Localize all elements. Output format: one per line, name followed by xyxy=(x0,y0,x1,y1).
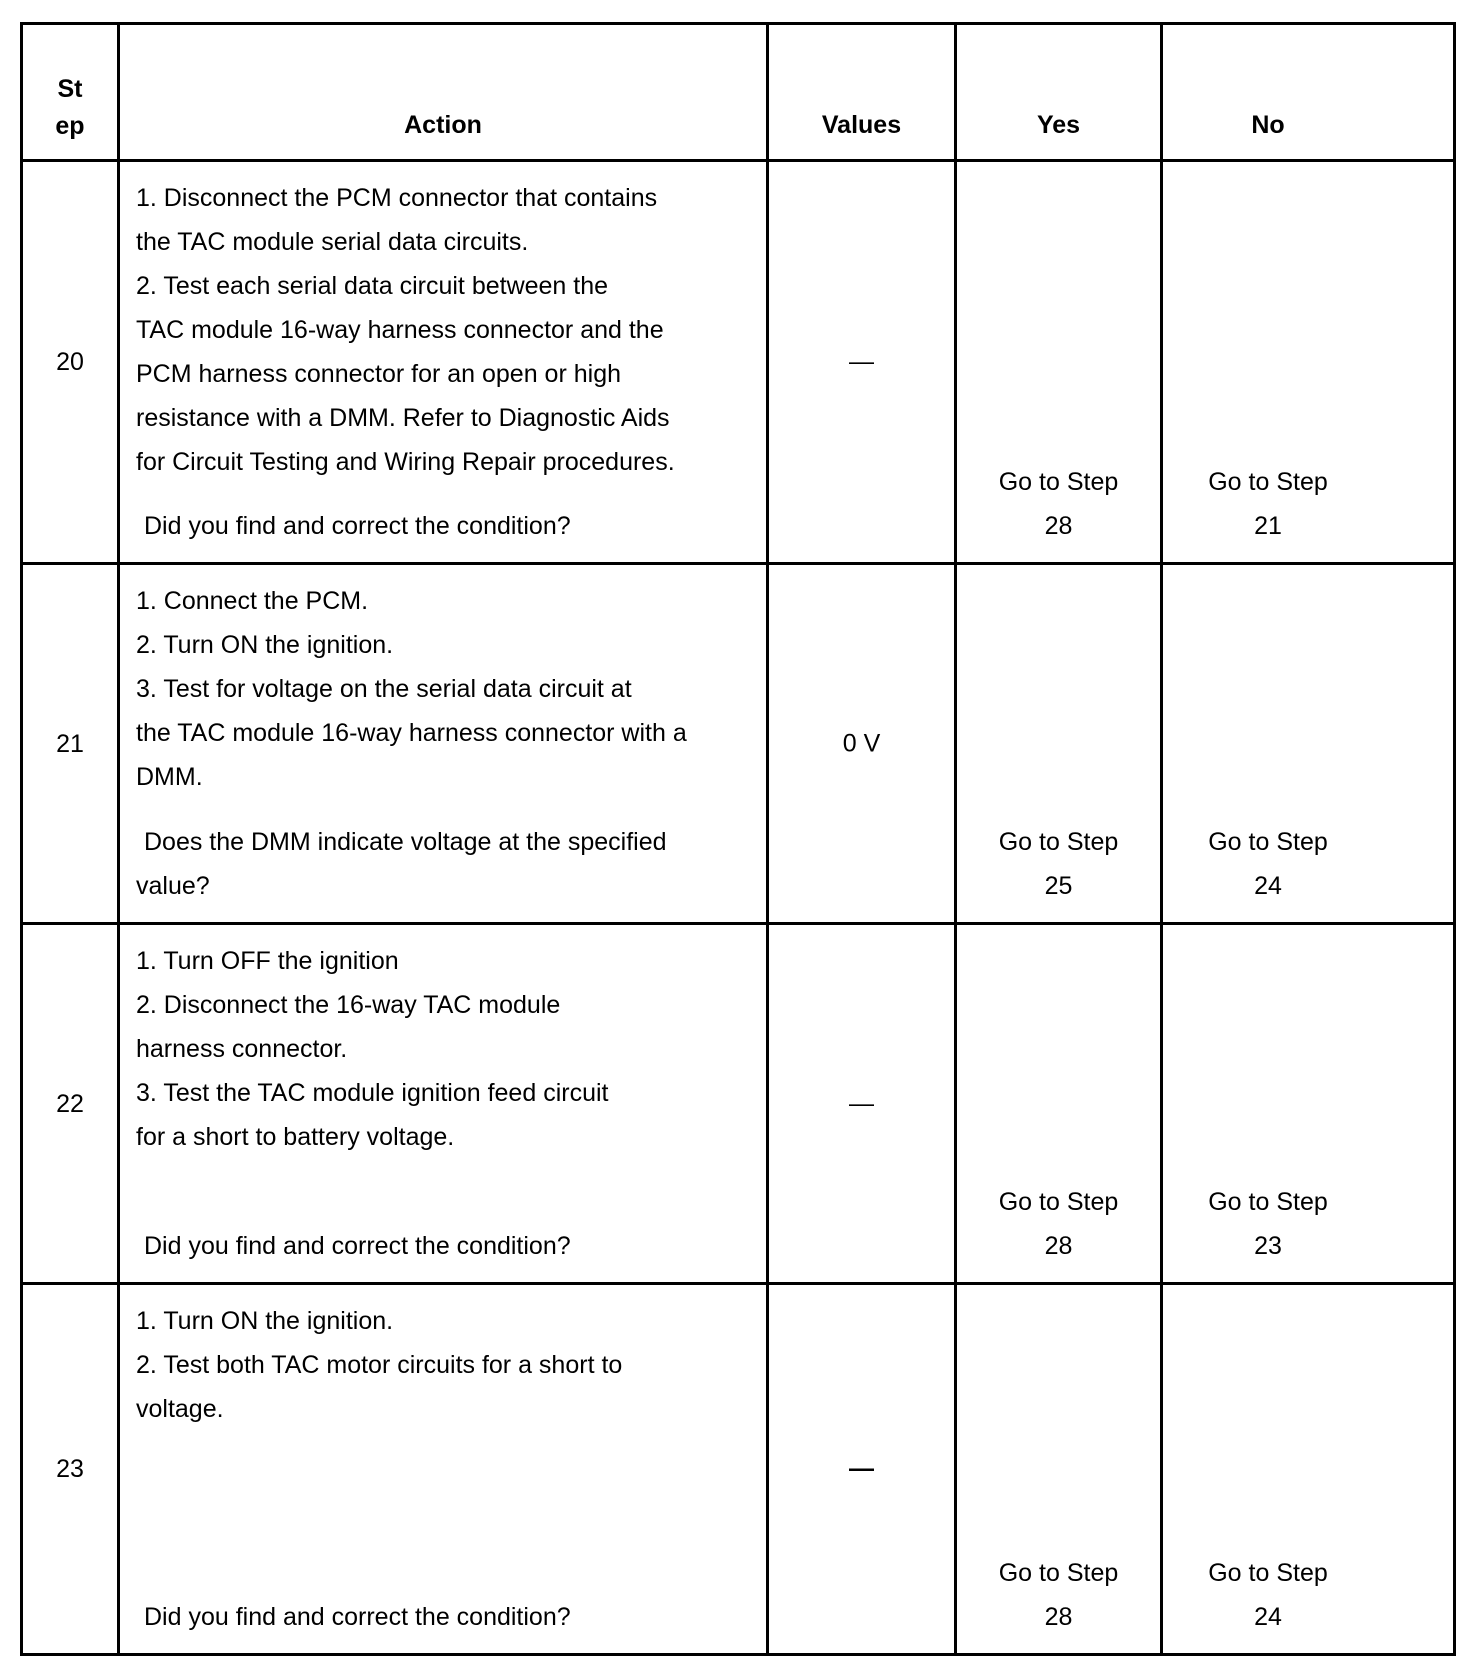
table-row xyxy=(23,159,1453,562)
action-line: voltage. xyxy=(136,1395,224,1423)
value-cell: — xyxy=(849,1089,874,1117)
no-goto-step: 24 xyxy=(1254,1603,1282,1631)
action-question: Did you find and correct the condition? xyxy=(144,1603,571,1631)
header-no: No xyxy=(1251,111,1285,139)
header-yes-cell xyxy=(957,25,1160,161)
no-goto-label: Go to Step xyxy=(1208,828,1328,856)
action-line: the TAC module serial data circuits. xyxy=(136,228,529,256)
value-cell: — xyxy=(849,347,874,376)
action-line: PCM harness connector for an open or high xyxy=(136,360,621,388)
step-number: 21 xyxy=(56,729,84,758)
action-line: 2. Turn ON the ignition. xyxy=(136,631,394,659)
no-goto-step: 23 xyxy=(1254,1232,1282,1260)
action-line: 1. Disconnect the PCM connector that contains xyxy=(136,184,658,212)
action-line: the TAC module 16-way harness connector with a xyxy=(136,719,687,747)
header-step-line1: St xyxy=(57,75,83,103)
yes-goto-step: 28 xyxy=(1044,1232,1073,1260)
header-values: Values xyxy=(821,111,902,139)
action-line: 3. Test the TAC module ignition feed circuit xyxy=(136,1079,609,1107)
header-values-cell xyxy=(769,25,954,161)
header-step-cell xyxy=(23,25,117,161)
step-number: 20 xyxy=(56,348,84,376)
action-question: Does the DMM indicate voltage at the specified xyxy=(144,828,667,856)
action-line: for a short to battery voltage. xyxy=(136,1123,455,1151)
action-cell xyxy=(120,1285,766,1653)
yes-goto-label: Go to Step xyxy=(998,828,1119,856)
no-goto-step: 24 xyxy=(1254,872,1282,900)
header-row xyxy=(23,25,1453,161)
action-line: 2. Test each serial data circuit between the xyxy=(136,272,609,300)
yes-goto-step: 25 xyxy=(1044,872,1073,900)
no-goto-step: 21 xyxy=(1254,512,1282,540)
action-line: DMM. xyxy=(136,763,203,791)
no-goto-label: Go to Step xyxy=(1208,1559,1328,1587)
yes-goto-label: Go to Step xyxy=(998,468,1119,496)
table-row xyxy=(23,1282,1453,1653)
header-yes: Yes xyxy=(1036,111,1081,139)
action-line: 1. Turn ON the ignition. xyxy=(136,1307,394,1335)
action-line: TAC module 16-way harness connector and the xyxy=(136,316,664,344)
action-line: harness connector. xyxy=(136,1035,348,1063)
header-action-cell xyxy=(120,25,766,161)
action-question: Did you find and correct the condition? xyxy=(144,1232,571,1260)
yes-goto-label: Go to Step xyxy=(998,1188,1119,1216)
action-cell xyxy=(120,925,766,1282)
header-action: Action xyxy=(404,111,482,139)
no-goto-label: Go to Step xyxy=(1208,468,1328,496)
yes-goto-step: 28 xyxy=(1044,1603,1073,1631)
no-goto-label: Go to Step xyxy=(1208,1188,1328,1216)
step-number: 23 xyxy=(56,1455,84,1483)
action-line: resistance with a DMM. Refer to Diagnostic Aids xyxy=(136,404,670,432)
header-no-cell xyxy=(1163,25,1453,161)
table-row xyxy=(23,922,1453,1282)
value-cell: 0 V xyxy=(842,729,881,757)
value-cell: — xyxy=(849,1454,874,1483)
action-question: Did you find and correct the condition? xyxy=(144,512,571,540)
yes-goto-step: 28 xyxy=(1044,512,1073,540)
action-line: 2. Disconnect the 16-way TAC module xyxy=(136,991,561,1019)
action-line: for Circuit Testing and Wiring Repair procedures. xyxy=(136,448,675,476)
table-row xyxy=(23,562,1453,922)
yes-goto-label: Go to Step xyxy=(998,1559,1119,1587)
action-line: 1. Turn OFF the ignition xyxy=(136,947,399,975)
step-number: 22 xyxy=(56,1089,84,1118)
header-step-line2: ep xyxy=(55,112,85,140)
diagnostic-table xyxy=(20,22,1456,1656)
action-line: 2. Test both TAC motor circuits for a short to xyxy=(136,1351,623,1379)
action-line: 1. Connect the PCM. xyxy=(136,587,369,615)
action-line: 3. Test for voltage on the serial data circuit at xyxy=(136,675,632,703)
action-cell xyxy=(120,162,766,562)
action-question: value? xyxy=(136,872,210,900)
action-cell xyxy=(120,565,766,922)
